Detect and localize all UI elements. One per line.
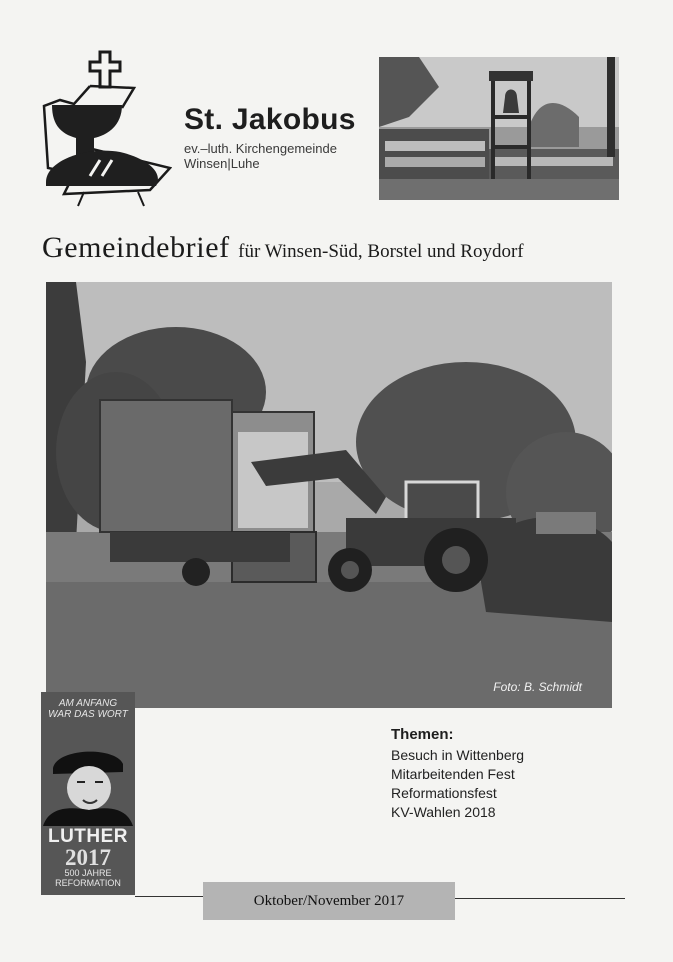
tractor-trailer-photo: [46, 282, 612, 708]
cross-icon: [90, 52, 120, 87]
luther-portrait-icon: [43, 746, 133, 826]
footer-divider-left: [135, 896, 203, 897]
congregation-location: Winsen|Luhe: [184, 156, 260, 171]
theme-item: Besuch in Wittenberg: [391, 747, 525, 763]
badge-year: 2017: [65, 845, 111, 870]
theme-item: Mitarbeitenden Fest: [391, 766, 515, 782]
church-name: St. Jakobus: [184, 103, 356, 136]
footer-divider-right: [455, 898, 625, 899]
church-logo: [38, 48, 172, 208]
congregation-subtitle: ev.–luth. Kirchengemeinde: [184, 141, 337, 156]
theme-item: Reformationsfest: [391, 785, 497, 801]
themes-heading: Themen:: [391, 726, 454, 743]
issue-date: Oktober/November 2017: [253, 892, 405, 909]
bread-icon: [46, 151, 158, 186]
bell-tower-photo: [379, 57, 619, 200]
chalice-icon: [52, 105, 122, 156]
newsletter-title: Gemeindebrief: [42, 231, 230, 264]
badge-luther-text: LUTHER: [47, 826, 129, 847]
badge-500-jahre: 500 JAHRE: [64, 868, 112, 878]
badge-slogan-line1: AM ANFANG: [58, 698, 118, 709]
newsletter-region: für Winsen-Süd, Borstel und Roydorf: [238, 241, 524, 262]
theme-item: KV-Wahlen 2018: [391, 804, 496, 820]
newsletter-headline: [42, 231, 524, 265]
badge-reformation: REFORMATION: [55, 878, 121, 888]
main-photo: [46, 282, 612, 708]
badge-slogan-line2: WAR DAS WORT: [48, 709, 128, 720]
issue-date-box: [203, 882, 455, 920]
photo-credit: Foto: B. Schmidt: [493, 680, 582, 694]
luther-2017-badge: [41, 692, 135, 895]
